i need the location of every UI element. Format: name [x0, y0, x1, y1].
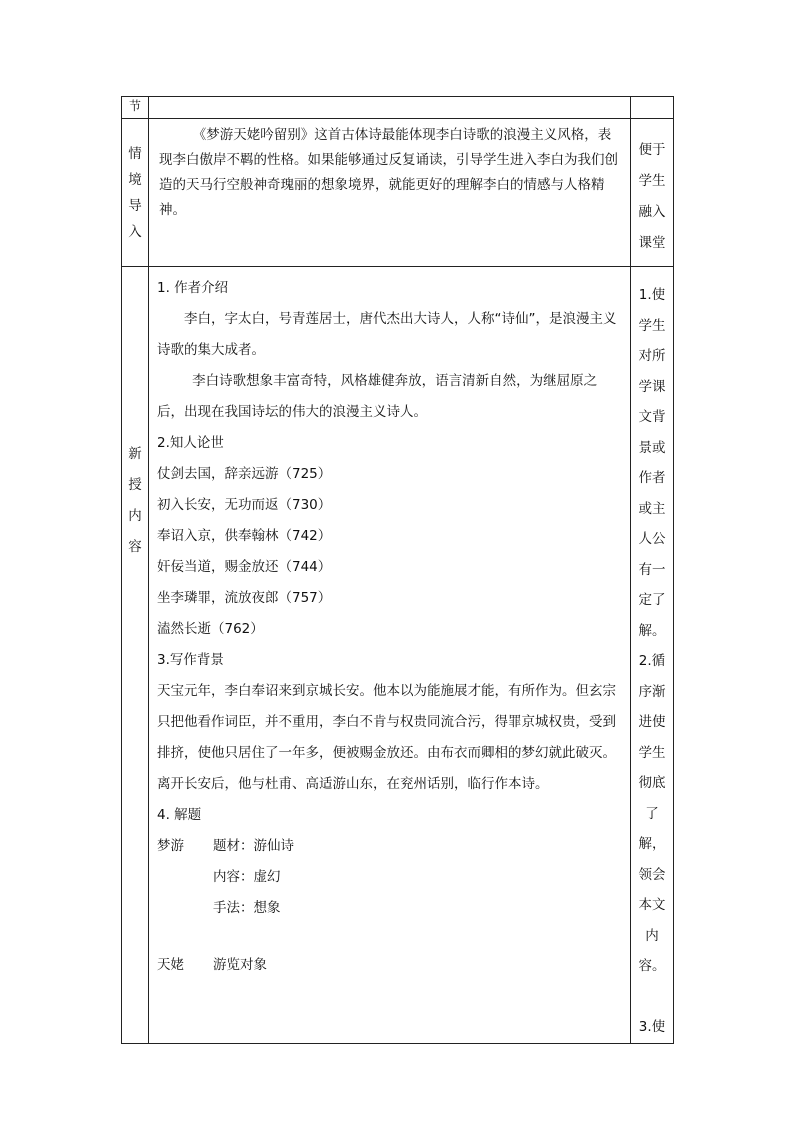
- vertical-label-intro: [122, 119, 148, 266]
- teaching-goal-note: [631, 267, 673, 1043]
- note-text: 或主: [638, 500, 666, 517]
- section-heading: 2.知人论世: [157, 435, 224, 451]
- note-text: 了: [645, 805, 659, 822]
- content-cell: [149, 119, 631, 267]
- table-row: [122, 119, 674, 267]
- label-char: 内: [128, 508, 142, 524]
- background-paragraph: 天宝元年，李白奉诏来到京城长安。他本以为能施展才能，有所作为。但玄宗只把他看作词臣，并不重用，李白不肯与权贵同流合污，得罪京城权贵，受到排挤，使他只居住了一年多，便被赐金放还。由布衣而卿相的梦幻就此破灭。离开长安后，他与杜甫、高适游山东，在兖州话别，临行作本诗。: [157, 683, 616, 792]
- note-text: 3.使: [638, 1019, 666, 1035]
- note-text: 学课: [638, 378, 666, 395]
- list-item: 坐李璘罪，流放夜郎（757）: [157, 590, 332, 606]
- note-text: 便于: [638, 142, 666, 158]
- author-paragraph: 李白诗歌想象丰富奇特，风格雄健奔放，语言清新自然，为继屈原之后，出现在我国诗坛的伟大的浪漫主义诗人。: [157, 373, 598, 420]
- section-heading: 1. 作者介绍: [157, 280, 229, 296]
- title-analysis-row: [157, 893, 622, 924]
- section-label: 节: [128, 99, 141, 113]
- list-item: 溘然长逝（762）: [157, 621, 264, 637]
- title-analysis-row: [157, 831, 622, 862]
- note-text: [631, 982, 673, 1013]
- section-heading: 4. 解题: [157, 807, 202, 823]
- note-text: 景或: [638, 439, 666, 456]
- content-cell: [149, 97, 631, 119]
- vertical-label-main: [122, 267, 148, 1015]
- title-analysis-row: [157, 950, 622, 981]
- note-text: 解，: [638, 836, 666, 852]
- list-item: 奉诏入京，供奉翰林（742）: [157, 528, 332, 544]
- section-label-cell: [122, 267, 149, 1044]
- intro-text-block: [149, 119, 630, 223]
- analysis-key: 梦游: [157, 838, 184, 854]
- label-char: 导: [128, 197, 142, 214]
- label-char: 入: [128, 223, 142, 240]
- list-item: 初入长安，无功而返（730）: [157, 497, 332, 513]
- author-paragraph: 李白，字太白，号青莲居士，唐代杰出大诗人，人称“诗仙”，是浪漫主义诗歌的集大成者。: [157, 311, 617, 358]
- note-text: 作者: [638, 470, 666, 486]
- intro-paragraph: 《梦游天姥吟留别》这首古体诗最能体现李白诗歌的浪漫主义风格，表现李白傲岸不羁的性格。如果能够通过反复诵读，引导学生进入李白为我们创造的天马行空般神奇瑰丽的想象境界，就能更好的理解李白的情感与人格精神。: [159, 127, 618, 218]
- note-text: 进使: [638, 714, 666, 730]
- label-char: 授: [128, 477, 142, 493]
- note-text: 2.循: [638, 653, 666, 669]
- note-text: 对所: [638, 348, 666, 364]
- table-row: [122, 267, 674, 1044]
- note-text: 学生: [638, 744, 666, 761]
- note-text: 学生: [638, 173, 666, 189]
- note-text: 有一: [638, 561, 666, 578]
- analysis-value: 内容：虚幻: [213, 869, 281, 885]
- section-label-cell: [122, 119, 149, 267]
- analysis-key: 天姥: [157, 957, 184, 973]
- main-content: [149, 267, 630, 987]
- note-text: 解。: [638, 622, 666, 639]
- note-text: 人公: [638, 531, 666, 547]
- intro-note: [631, 119, 673, 259]
- content-cell: [149, 267, 631, 1044]
- note-text: 容。: [638, 958, 666, 974]
- note-text: 定了: [638, 592, 666, 608]
- label-char: 容: [128, 539, 142, 555]
- label-char: 情: [128, 145, 142, 162]
- note-text: 学生: [638, 317, 666, 334]
- note-text: 本文: [638, 897, 666, 913]
- analysis-value: 题材：游仙诗: [213, 838, 294, 854]
- section-label-cell: [122, 97, 149, 119]
- note-cell: [631, 97, 674, 119]
- note-text: 彻底: [638, 775, 666, 791]
- note-text: 1.使: [638, 287, 666, 303]
- title-analysis-row: [157, 862, 622, 893]
- section-heading: 3.写作背景: [157, 652, 224, 668]
- note-text: 课堂: [638, 235, 666, 251]
- note-text: 融入: [638, 204, 666, 220]
- lesson-plan-table: [121, 96, 674, 1044]
- label-char: 新: [128, 446, 142, 462]
- note-cell: [631, 119, 674, 267]
- analysis-value: 手法：想象: [213, 900, 281, 916]
- label-char: 境: [128, 171, 142, 188]
- note-cell: [631, 267, 674, 1044]
- note-text: 序渐: [638, 683, 666, 700]
- list-item: 仗剑去国，辞亲远游（725）: [157, 466, 332, 482]
- note-text: 文背: [638, 409, 666, 425]
- note-text: 领会: [638, 866, 666, 883]
- list-item: 奸佞当道，赐金放还（744）: [157, 559, 332, 575]
- analysis-value: 游览对象: [213, 957, 267, 973]
- table-row: [122, 97, 674, 119]
- note-text: 内: [645, 927, 659, 944]
